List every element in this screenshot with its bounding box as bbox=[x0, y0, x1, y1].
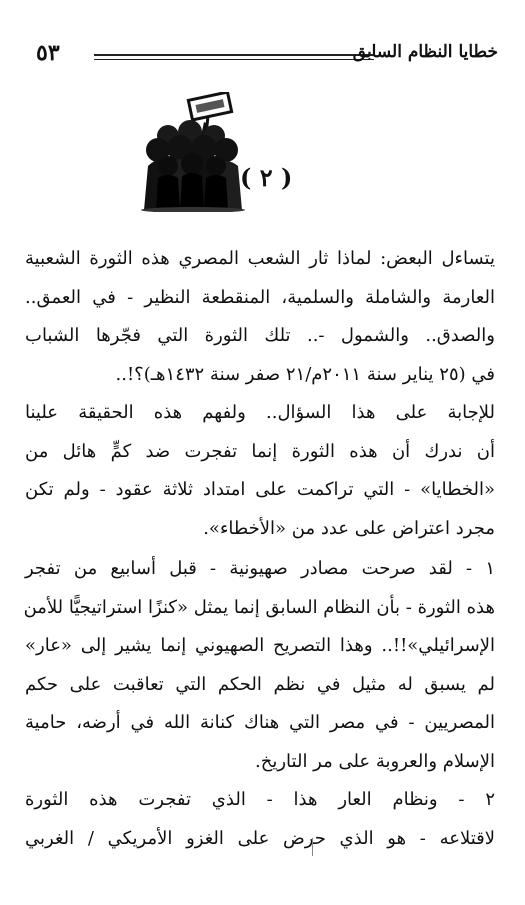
body-text bbox=[25, 240, 495, 858]
crowd-holding-sign-icon bbox=[138, 92, 248, 212]
text-line: والصدق.. والشمول -.. تلك الثورة التي فجّرها الشباب bbox=[25, 325, 495, 346]
text-line: أن ندرك أن هذه الثورة إنما تفجرت ضد كمٍّ هائل من bbox=[25, 440, 495, 462]
text-line: لاقتلاعه - هو الذي حرض على الغزو الأمريكي / الغربي bbox=[25, 827, 496, 849]
text-line: الإسلام والعروبة على مر التاريخ. bbox=[255, 750, 495, 772]
text-line: مجرد اعتراض على عدد من «الأخطاء». bbox=[203, 517, 495, 539]
text-line: ٢ - ونظام العار هذا - الذي تفجرت هذه الثورة bbox=[25, 789, 495, 810]
text-line: هذه الثورة - بأن النظام السابق إنما يمثل «كنزًا استراتيجيًّا للأمن bbox=[23, 596, 495, 618]
text-line: ١ - لقد صرحت مصادر صهيونية - قبل أسابيع من تفجر bbox=[25, 558, 495, 579]
running-title: خطايا النظام السابق bbox=[352, 42, 498, 62]
text-line: الإسرائيلي»!!.. وهذا التصريح الصهيوني إنما يشير إلى «عار» bbox=[25, 635, 495, 656]
text-line: للإجابة على هذا السؤال.. ولفهم هذه الحقيقة علينا bbox=[25, 402, 495, 423]
page-header bbox=[30, 40, 498, 80]
text-line: «الخطايا» - التي تراكمت على امتداد ثلاثة عقود - ولم تكن bbox=[25, 479, 495, 500]
text-line: العارمة والشاملة والسلمية، المنقطعة النظير - في العمق.. bbox=[25, 286, 495, 308]
text-line: لم يسبق له مثيل في نظم الحكم التي تعاقبت على حكم bbox=[25, 673, 495, 695]
header-rule bbox=[94, 54, 374, 56]
text-line: في (٢٥ يناير سنة ٢٠١١م/٢١ صفر سنة ١٤٣٢هـ)؟!.. bbox=[115, 363, 495, 385]
footer-mark bbox=[312, 838, 313, 856]
text-line: يتساءل البعض: لماذا ثار الشعب المصري هذه الثورة الشعبية bbox=[25, 248, 495, 269]
text-line: المصريين - في مصر التي هناك كنانة الله في أرضه، حامية bbox=[25, 712, 495, 733]
section-number: ( ٢ ) bbox=[240, 163, 293, 192]
header-rule-thin bbox=[94, 59, 374, 60]
page-number: ٥٣ bbox=[36, 40, 60, 66]
